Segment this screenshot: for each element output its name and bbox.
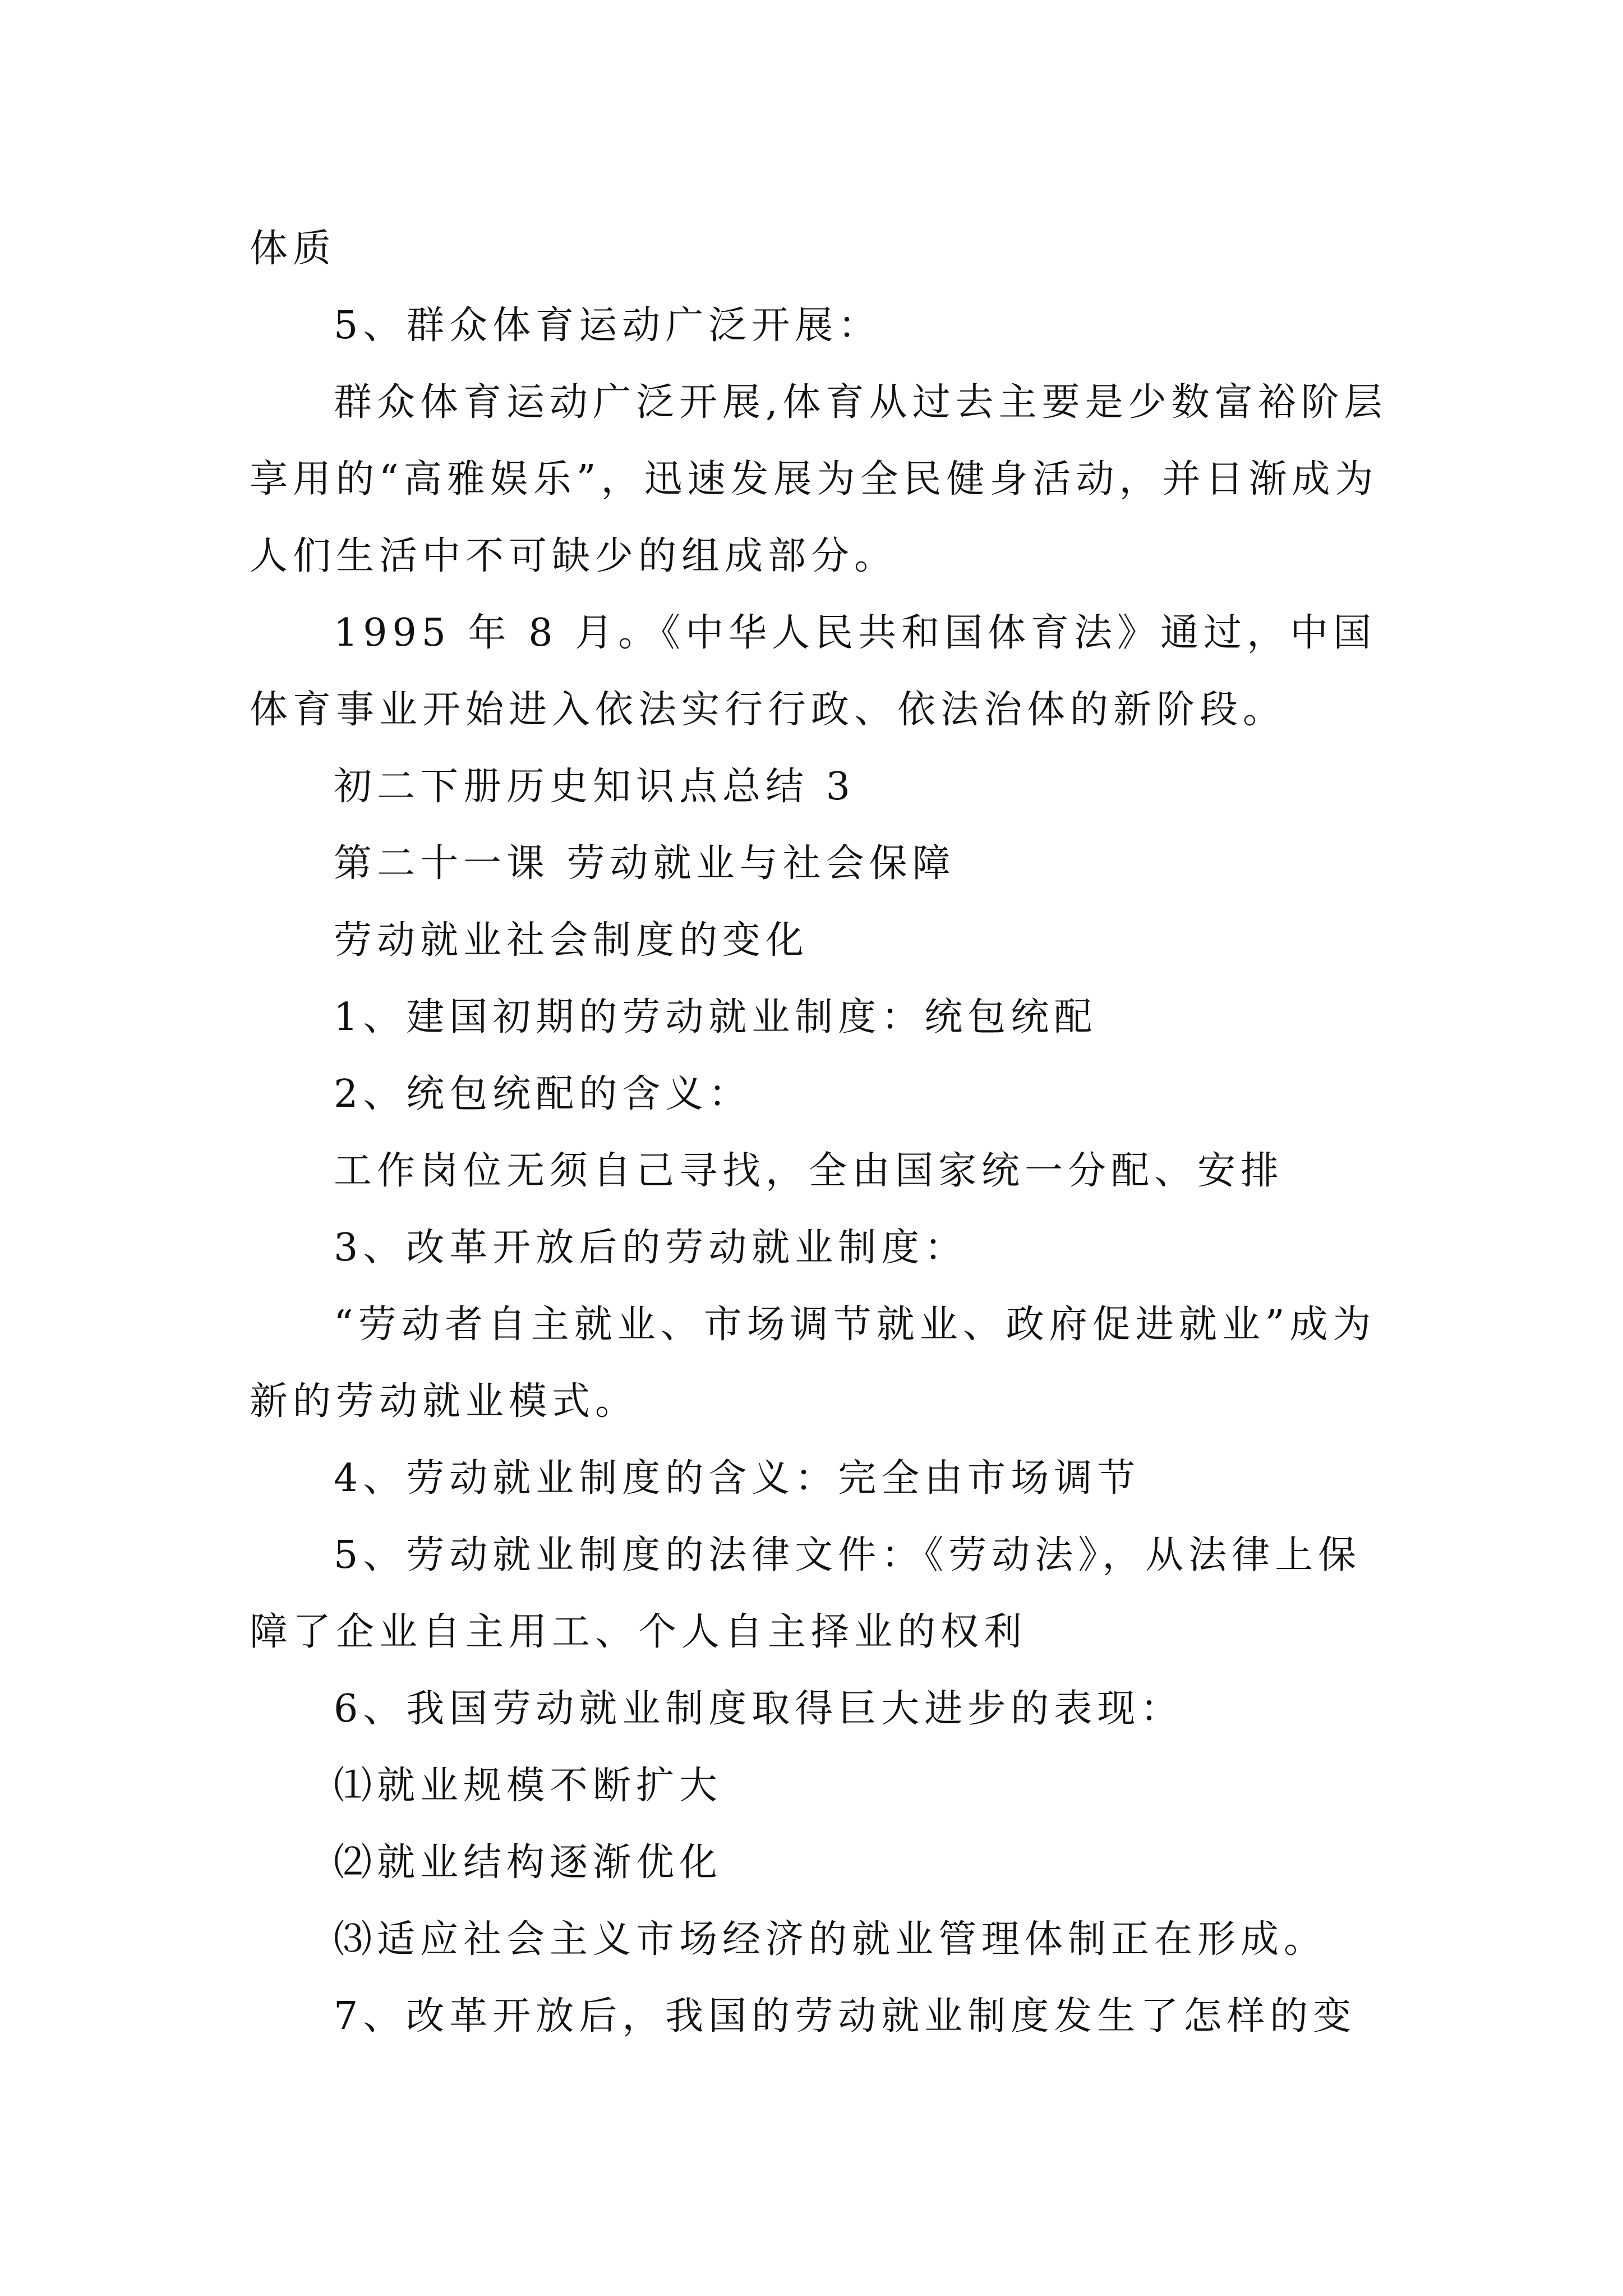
paragraph-13: 4、劳动就业制度的含义：完全由市场调节: [334, 1456, 1141, 1501]
paragraph-9: 2、统包统配的含义：: [334, 1072, 752, 1116]
lesson-title: 第二十一课 劳动就业与社会保障: [334, 841, 956, 886]
paragraph-19: 7、改革开放后，我国的劳动就业制度发生了怎样的变: [334, 1994, 1357, 2039]
paragraph-1: 体质: [250, 227, 336, 271]
paragraph-14: 5、劳动就业制度的法律文件：《劳动法》，从法律上保障了企业自主用工、个人自主择业的权利: [250, 1533, 1362, 1654]
paragraph-10: 工作岗位无须自己寻找，全由国家统一分配、安排: [334, 1149, 1284, 1193]
paragraph-11: 3、改革开放后的劳动就业制度：: [334, 1226, 968, 1270]
paragraph-2: 5、群众体育运动广泛开展：: [334, 303, 882, 348]
document-body: [250, 210, 1391, 2055]
list-item-3: ⑶适应社会主义市场经济的就业管理体制正在形成。: [334, 1917, 1327, 1962]
paragraph-4: 1995 年 8 月。《中华人民共和国体育法》通过，中国体育事业开始进入依法实行行政、依法治体的新阶段。: [250, 611, 1377, 732]
paragraph-15: 6、我国劳动就业制度取得巨大进步的表现：: [334, 1687, 1184, 1731]
paragraph-8: 1、建国初期的劳动就业制度：统包统配: [334, 995, 1098, 1039]
section-heading: 初二下册历史知识点总结 3: [334, 765, 855, 809]
topic-heading: 劳动就业社会制度的变化: [334, 918, 809, 963]
list-item-2: ⑵就业结构逐渐优化: [334, 1841, 723, 1885]
list-item-1: ⑴就业规模不断扩大: [334, 1764, 723, 1808]
paragraph-3: 群众体育运动广泛开展,体育从过去主要是少数富裕阶层享用的“高雅娱乐”，迅速发展为全民健身活动，并日渐成为人们生活中不可缺少的组成部分。: [250, 380, 1387, 578]
paragraph-12: “劳动者自主就业、市场调节就业、政府促进就业”成为新的劳动就业模式。: [250, 1303, 1376, 1424]
